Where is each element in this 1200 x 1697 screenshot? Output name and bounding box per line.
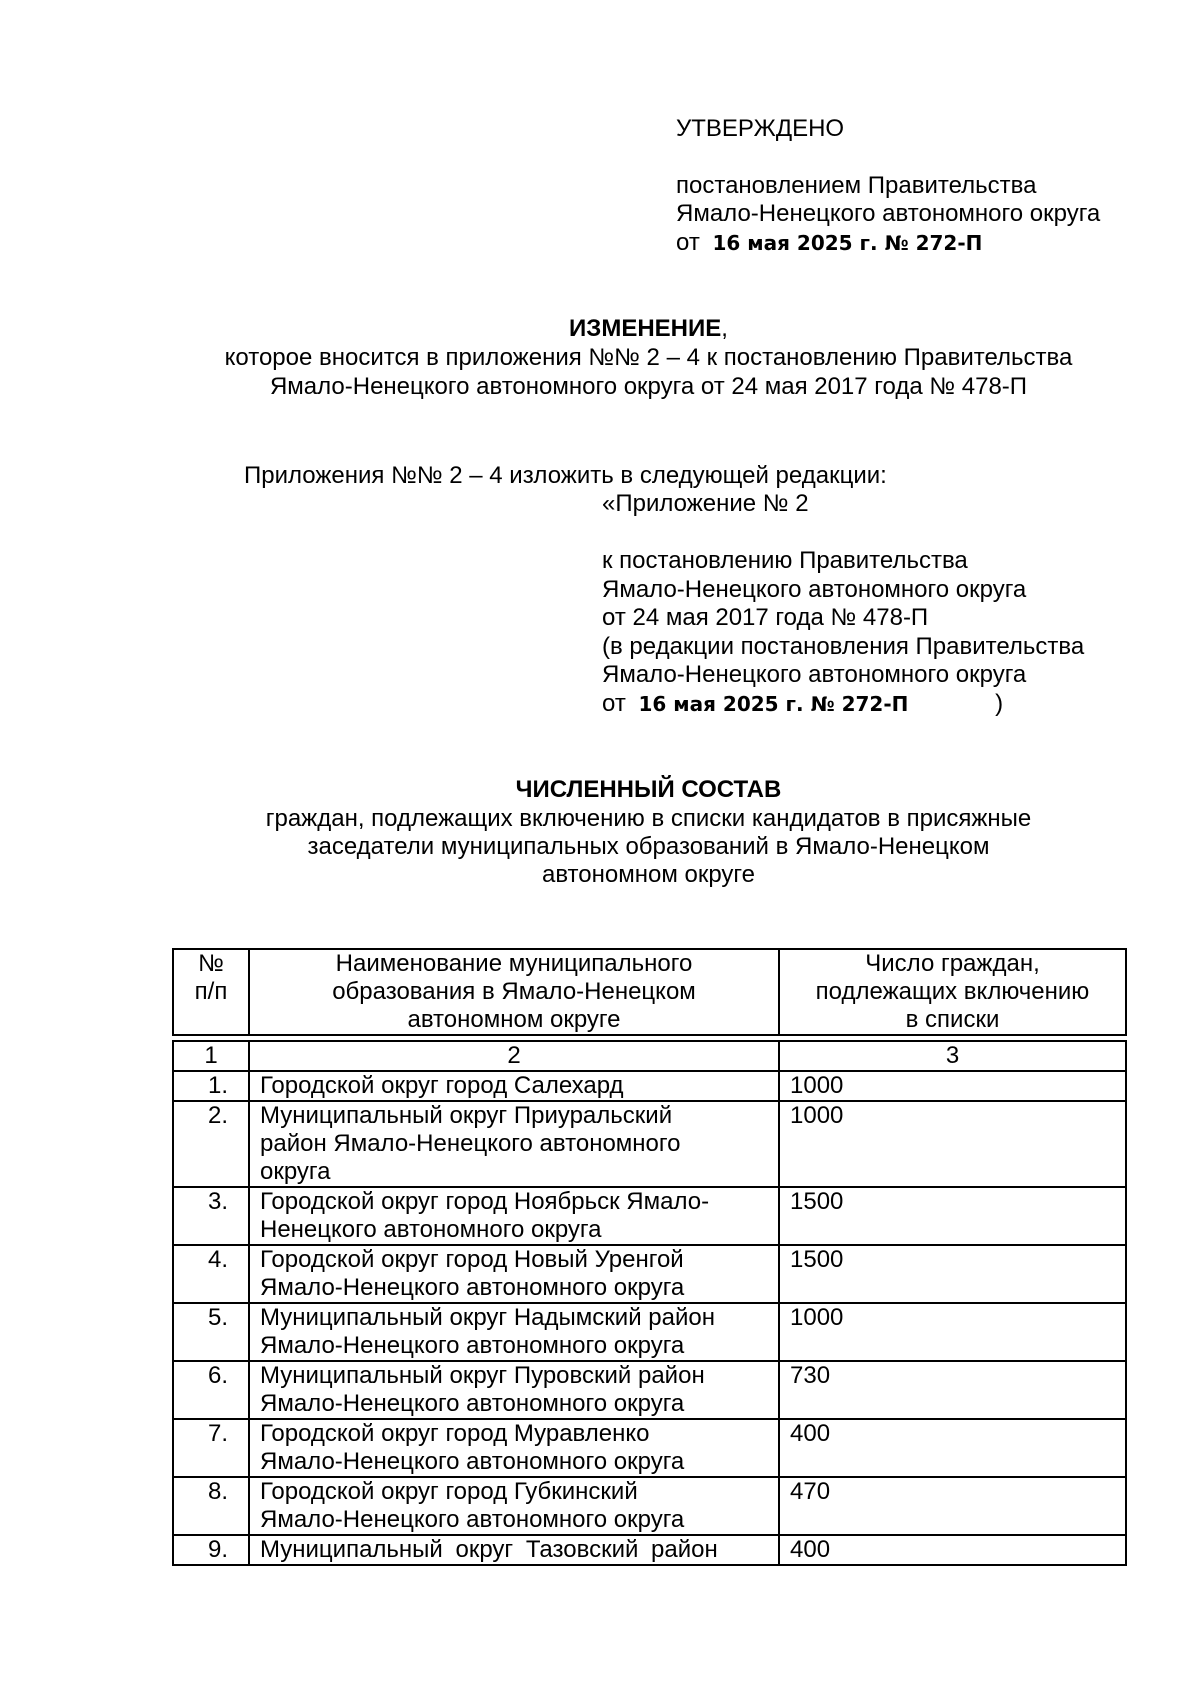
- header-name-line-3: автономном округе: [407, 1006, 621, 1033]
- row-citizen-count: 730: [779, 1361, 1126, 1419]
- appendix-line-6: [602, 690, 1003, 718]
- approved-label: УТВЕРЖДЕНО: [676, 115, 845, 142]
- table-row: [173, 1361, 1126, 1419]
- row-number: 9.: [173, 1535, 249, 1565]
- row-name-line: район Ямало-Ненецкого автономного: [260, 1130, 681, 1157]
- section-title: ЧИСЛЕННЫЙ СОСТАВ: [515, 776, 782, 803]
- approval-date-prefix: от: [676, 229, 700, 256]
- row-name-line: Ямало-Ненецкого автономного округа: [260, 1332, 685, 1359]
- table-row: [173, 1477, 1126, 1535]
- header-name-line-1: Наименование муниципального: [335, 950, 693, 977]
- change-line-1: которое вносится в приложения №№ 2 – 4 к постановлению Правительства: [224, 344, 1073, 371]
- change-line-2: Ямало-Ненецкого автономного округа от 24 мая 2017 года № 478-П: [269, 373, 1028, 400]
- row-citizen-count: 1000: [779, 1071, 1126, 1101]
- section-line-3: автономном округе: [541, 861, 755, 888]
- header-number: [173, 949, 249, 1035]
- row-municipality-name: [249, 1419, 779, 1477]
- row-name-line: Ямало-Ненецкого автономного округа: [260, 1390, 685, 1417]
- table-row: [173, 1419, 1126, 1477]
- appendix-line-3: от 24 мая 2017 года № 478-П: [602, 604, 929, 631]
- row-number: 5.: [173, 1303, 249, 1361]
- row-name-line: Ямало-Ненецкого автономного округа: [260, 1506, 685, 1533]
- column-number-2: 2: [249, 1041, 779, 1071]
- row-name-line: Муниципальный округ Тазовский район: [260, 1536, 718, 1563]
- table-column-numbers: [173, 1041, 1126, 1071]
- appendix-line-2: Ямало-Ненецкого автономного округа: [602, 576, 1027, 603]
- section-line-1: граждан, подлежащих включению в списки кандидатов в присяжные: [265, 805, 1032, 832]
- row-name-line: Городской округ город Муравленко: [260, 1420, 650, 1447]
- table-row: [173, 1187, 1126, 1245]
- row-citizen-count: 1500: [779, 1245, 1126, 1303]
- row-name-line: Городской округ город Ноябрьск Ямало-: [260, 1188, 710, 1215]
- header-count-line-3: в списки: [905, 1006, 1000, 1033]
- table-row: [173, 1303, 1126, 1361]
- row-name-line: Городской округ город Новый Уренгой: [260, 1246, 684, 1273]
- row-citizen-count: 1000: [779, 1101, 1126, 1187]
- column-number-1: 1: [173, 1041, 249, 1071]
- approval-line-3: [676, 229, 982, 257]
- row-name-line: Городской округ город Салехард: [260, 1072, 624, 1099]
- appendix-date-suffix: ): [995, 690, 1004, 717]
- approval-line-1: постановлением Правительства: [676, 172, 1037, 199]
- row-municipality-name: [249, 1101, 779, 1187]
- row-name-line: Муниципальный округ Надымский район: [260, 1304, 715, 1331]
- row-number: 7.: [173, 1419, 249, 1477]
- citizens-table: [172, 948, 1127, 1566]
- header-count-line-2: подлежащих включению: [815, 978, 1090, 1005]
- row-municipality-name: [249, 1303, 779, 1361]
- change-title-suffix: ,: [721, 315, 728, 342]
- header-count: [779, 949, 1126, 1035]
- intro-text: Приложения №№ 2 – 4 изложить в следующей редакции:: [244, 462, 887, 489]
- row-citizen-count: 1000: [779, 1303, 1126, 1361]
- row-name-line: округа: [260, 1158, 331, 1185]
- row-name-line: Ненецкого автономного округа: [260, 1216, 602, 1243]
- row-name-line: Ямало-Ненецкого автономного округа: [260, 1448, 685, 1475]
- section-line-2: заседатели муниципальных образований в Ямало-Ненецком: [307, 833, 990, 860]
- row-number: 1.: [173, 1071, 249, 1101]
- appendix-title: «Приложение № 2: [602, 490, 809, 517]
- table-header-row: [173, 949, 1126, 1035]
- row-name-line: Муниципальный округ Приуральский: [260, 1102, 673, 1129]
- row-name-line: Городской округ город Губкинский: [260, 1478, 638, 1505]
- change-title: [172, 315, 1125, 343]
- row-municipality-name: [249, 1361, 779, 1419]
- row-municipality-name: [249, 1071, 779, 1101]
- table-row: [173, 1535, 1126, 1565]
- change-title-text: ИЗМЕНЕНИЕ: [569, 315, 722, 342]
- header-number-line-2: п/п: [194, 978, 228, 1005]
- approval-date-stamp: 16 мая 2025 г. № 272-П: [712, 231, 983, 255]
- row-citizen-count: 400: [779, 1419, 1126, 1477]
- column-number-3: 3: [779, 1041, 1126, 1071]
- approval-line-2: Ямало-Ненецкого автономного округа: [676, 200, 1101, 227]
- header-name-line-2: образования в Ямало-Ненецком: [332, 978, 696, 1005]
- table-body: [173, 1071, 1126, 1565]
- table-row: [173, 1071, 1126, 1101]
- header-count-line-1: Число граждан,: [865, 950, 1040, 977]
- row-number: 3.: [173, 1187, 249, 1245]
- appendix-line-1: к постановлению Правительства: [602, 547, 968, 574]
- row-number: 2.: [173, 1101, 249, 1187]
- row-number: 8.: [173, 1477, 249, 1535]
- appendix-line-5: Ямало-Ненецкого автономного округа: [602, 661, 1027, 688]
- row-citizen-count: 1500: [779, 1187, 1126, 1245]
- appendix-date-prefix: от: [602, 690, 626, 717]
- table-row: [173, 1245, 1126, 1303]
- header-name: [249, 949, 779, 1035]
- appendix-line-4: (в редакции постановления Правительства: [602, 633, 1085, 660]
- row-municipality-name: [249, 1245, 779, 1303]
- row-name-line: Муниципальный округ Пуровский район: [260, 1362, 705, 1389]
- row-name-line: Ямало-Ненецкого автономного округа: [260, 1274, 685, 1301]
- header-number-line-1: №: [198, 950, 224, 977]
- row-number: 4.: [173, 1245, 249, 1303]
- appendix-date-stamp: 16 мая 2025 г. № 272-П: [638, 692, 909, 716]
- row-municipality-name: [249, 1535, 779, 1565]
- row-number: 6.: [173, 1361, 249, 1419]
- row-municipality-name: [249, 1187, 779, 1245]
- row-citizen-count: 470: [779, 1477, 1126, 1535]
- table-row: [173, 1101, 1126, 1187]
- row-citizen-count: 400: [779, 1535, 1126, 1565]
- row-municipality-name: [249, 1477, 779, 1535]
